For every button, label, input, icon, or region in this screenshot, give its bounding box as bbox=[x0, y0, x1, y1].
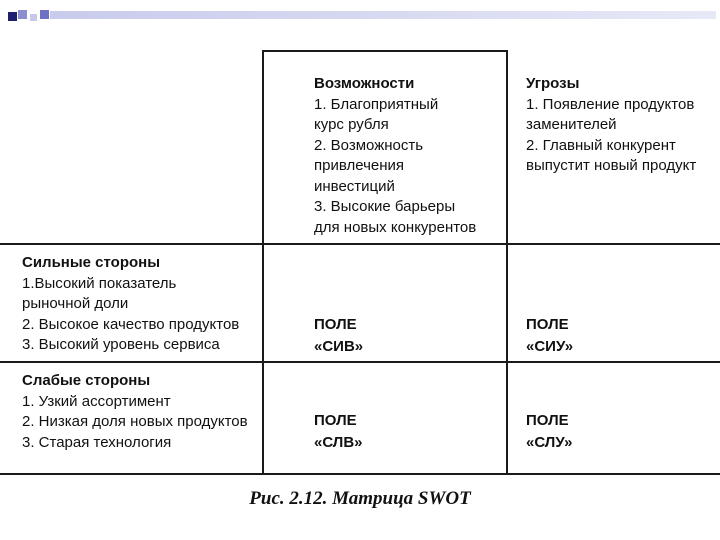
strengths-line: рыночной доли bbox=[22, 295, 129, 312]
opportunities-line: курс рубля bbox=[314, 116, 389, 133]
threats-line: выпустит новый продукт bbox=[526, 157, 697, 174]
strengths-line: 2. Высокое качество продуктов bbox=[22, 315, 240, 333]
field-code: «СЛУ» bbox=[526, 434, 573, 451]
strengths-cell bbox=[22, 253, 239, 356]
threats-title: Угрозы bbox=[526, 75, 580, 92]
header-decor-square bbox=[30, 14, 37, 21]
header-decor-rule bbox=[50, 11, 716, 19]
table-horizontal-line bbox=[0, 361, 720, 363]
opportunities-line: инвестиций bbox=[314, 177, 395, 195]
threats-cell bbox=[526, 74, 696, 177]
field-word: ПОЛЕ bbox=[314, 412, 357, 429]
opportunities-line: 3. Высокие барьеры bbox=[314, 198, 456, 215]
table-horizontal-line bbox=[262, 50, 508, 52]
field-code: «СИВ» bbox=[314, 338, 364, 355]
table-horizontal-line bbox=[0, 243, 720, 245]
threats-line: 2. Главный конкурент bbox=[526, 136, 676, 154]
opportunities-line: привлечения bbox=[314, 157, 405, 174]
figure-caption: Рис. 2.12. Матрица SWOT bbox=[249, 488, 471, 509]
table-vertical-line bbox=[506, 50, 508, 475]
header-decor-square bbox=[40, 10, 49, 19]
weaknesses-title: Слабые стороны bbox=[22, 372, 151, 389]
opportunities-line: 1. Благоприятный bbox=[314, 95, 439, 113]
opportunities-cell bbox=[314, 74, 476, 238]
strengths-title: Сильные стороны bbox=[22, 254, 161, 271]
field-word: ПОЛЕ bbox=[526, 412, 569, 429]
weaknesses-line: 2. Низкая доля новых продуктов bbox=[22, 413, 248, 430]
field-word: ПОЛЕ bbox=[314, 316, 357, 333]
table-horizontal-line bbox=[0, 473, 720, 475]
field-slv bbox=[314, 410, 363, 454]
header-decor-square bbox=[8, 12, 17, 21]
field-siu bbox=[526, 314, 573, 358]
field-slu bbox=[526, 410, 572, 454]
table-vertical-line bbox=[262, 50, 264, 475]
field-code: «СЛВ» bbox=[314, 434, 363, 451]
field-siv bbox=[314, 314, 363, 358]
opportunities-title: Возможности bbox=[314, 75, 415, 92]
weaknesses-line: 1. Узкий ассортимент bbox=[22, 392, 171, 410]
weaknesses-cell bbox=[22, 371, 248, 453]
field-word: ПОЛЕ bbox=[526, 316, 569, 333]
threats-line: 1. Появление продуктов bbox=[526, 95, 695, 113]
opportunities-line: 2. Возможность bbox=[314, 136, 424, 154]
weaknesses-line: 3. Старая технология bbox=[22, 433, 172, 451]
threats-line: заменителей bbox=[526, 116, 617, 133]
header-decor-square bbox=[18, 10, 27, 19]
strengths-line: 1.Высокий показатель bbox=[22, 274, 177, 292]
field-code: «СИУ» bbox=[526, 338, 574, 355]
strengths-line: 3. Высокий уровень сервиса bbox=[22, 336, 220, 353]
opportunities-line: для новых конкурентов bbox=[314, 218, 477, 236]
